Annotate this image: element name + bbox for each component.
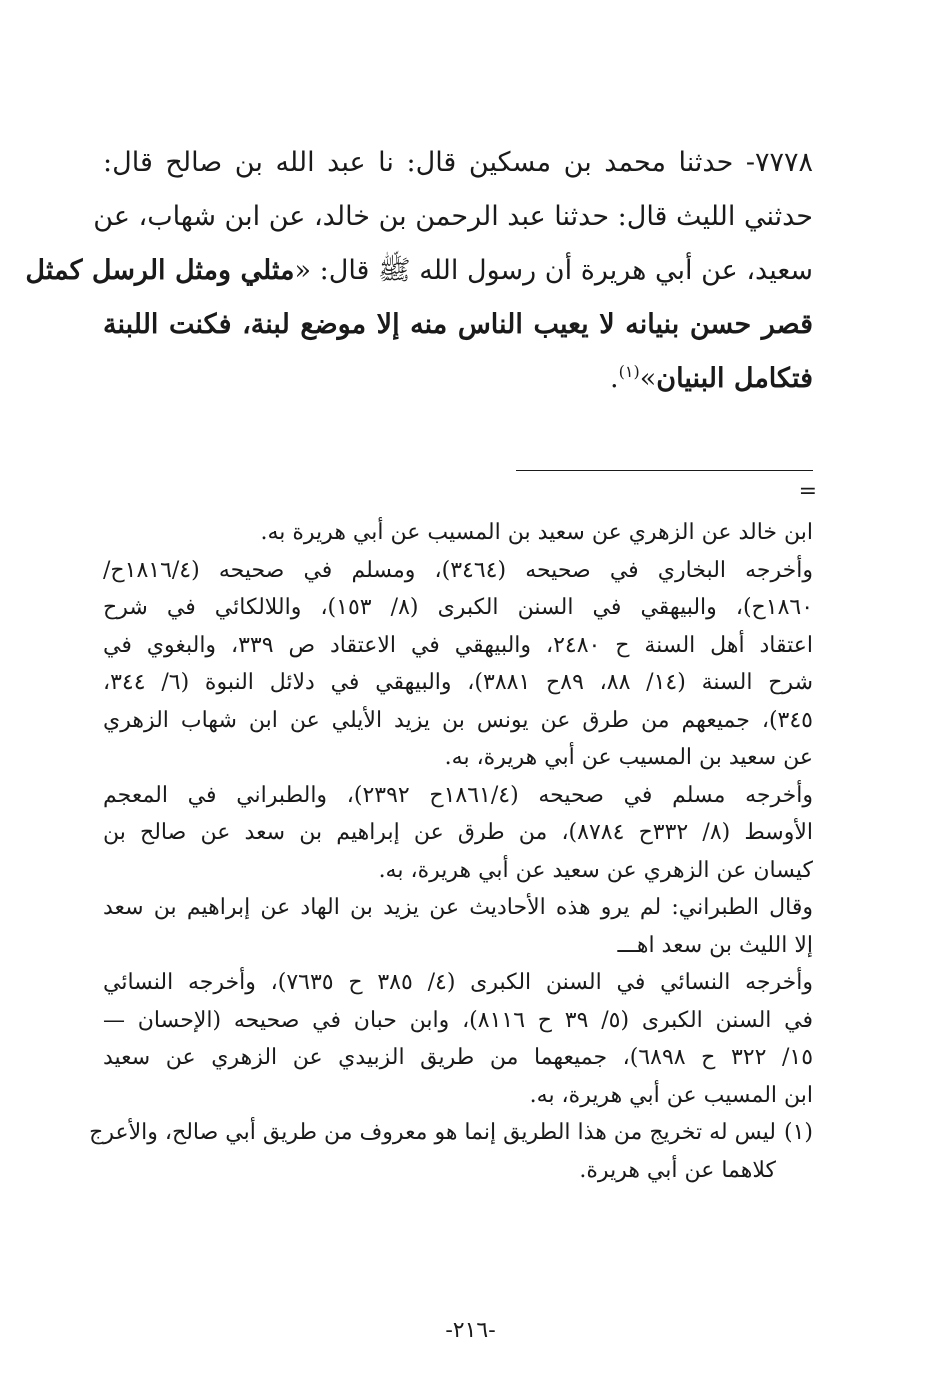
hadith-line-2: حدثني الليث قال: حدثنا عبد الرحمن بن خالد، عن ابن شهاب، عن bbox=[93, 201, 813, 232]
hadith-line-4: قصر حسن بنيانه لا يعيب الناس منه إلا موضع لبنة، فكنت اللبنة bbox=[103, 309, 813, 340]
footnote-line: اعتقاد أهل السنة ح ٢٤٨٠، والبيهقي في الاعتقاد ص ٣٣٩، والبغوي في bbox=[103, 632, 813, 658]
footnote-line: شرح السنة (١٤/ ٨٨، ٨٩ح ٣٨٨١)، والبيهقي في دلائل النبوة (٦/ ٣٤٤، bbox=[103, 670, 814, 695]
footnote-line: كلاهما عن أبي هريرة. bbox=[579, 1157, 776, 1183]
footnote-1 bbox=[89, 1114, 813, 1189]
footnote-line: وأخرجه مسلم في صحيحه (١٨٦١/٤ح ٢٣٩٢)، والطبراني في المعجم bbox=[103, 782, 813, 808]
hadith-text bbox=[25, 136, 813, 406]
footnote-line: ١٨٦٠ح)، والبيهقي في السنن الكبرى (٨/ ١٥٣)، واللالكائي في شرح bbox=[103, 595, 814, 620]
page-number: -٢١٦- bbox=[445, 1318, 496, 1343]
hadith-line-5-bold: فتكامل البنيان bbox=[656, 363, 813, 394]
footnote-divider bbox=[516, 470, 813, 471]
footnote-line: ٣٤٥)، جميعهم من طرق عن يونس بن يزيد الأيلي عن ابن شهاب الزهري bbox=[103, 707, 813, 733]
footnote-line: ليس له تخريج من هذا الطريق إنما هو معروف من طريق أبي صالح، والأعرج bbox=[89, 1120, 776, 1145]
footnote-line: وأخرجه البخاري في صحيحه (٣٤٦٤)، ومسلم في صحيحه (١٨١٦/٤ح/ bbox=[103, 557, 813, 583]
footnote-line: الأوسط (٨/ ٣٣٢ح ٨٧٨٤)، من طرق عن إبراهيم بن سعد عن صالح بن bbox=[103, 820, 813, 845]
footnote-line: عن سعيد بن المسيب عن أبي هريرة، به. bbox=[444, 745, 813, 770]
footnote-line: كيسان عن الزهري عن سعيد عن أبي هريرة، به. bbox=[378, 857, 813, 883]
footnote-line: ١٥/ ٣٢٢ ح ٦٨٩٨)، جميعهما من طريق الزبيدي عن الزهري عن سعيد bbox=[103, 1045, 814, 1070]
footnote-paragraph-5 bbox=[103, 964, 813, 1114]
hadith-line-3-bold: مثلي ومثل الرسل كمثل bbox=[25, 255, 295, 286]
footnote-paragraph-1 bbox=[103, 514, 813, 552]
footnote-ref-1[interactable]: (١) bbox=[618, 362, 640, 381]
footnote-line: ابن المسيب عن أبي هريرة، به. bbox=[529, 1082, 813, 1108]
continued-footnote-mark: = bbox=[798, 479, 817, 504]
footnote-line: إلا الليث بن سعد اهـــ bbox=[617, 932, 813, 958]
hadith-line-3-plain: سعيد، عن أبي هريرة أن رسول الله ﷺ قال: « bbox=[294, 255, 813, 286]
footnote-paragraph-4 bbox=[103, 889, 813, 964]
footnotes-section bbox=[89, 514, 814, 1189]
footnote-line: ابن خالد عن الزهري عن سعيد بن المسيب عن أبي هريرة به. bbox=[260, 520, 813, 545]
hadith-line-5-end: . bbox=[610, 363, 619, 394]
footnote-1-number: (١) bbox=[783, 1120, 813, 1145]
hadith-line-5-quote-close: » bbox=[639, 363, 657, 394]
footnote-line: وقال الطبراني: لم يرو هذه الأحاديث عن يزيد بن الهاد عن إبراهيم بن سعد bbox=[103, 895, 813, 920]
hadith-line-5 bbox=[103, 352, 813, 406]
hadith-line-1: ٧٧٧٨- حدثنا محمد بن مسكين قال: نا عبد الله بن صالح قال: bbox=[103, 147, 813, 178]
footnote-line: في السنن الكبرى (٥/ ٣٩ ح ٨١١٦)، وابن حبان في صحيحه (الإحسان — bbox=[103, 1007, 814, 1033]
footnote-1-body bbox=[89, 1114, 776, 1189]
footnote-paragraph-3 bbox=[103, 777, 813, 890]
hadith-line-3 bbox=[25, 244, 813, 298]
footnote-paragraph-2 bbox=[103, 552, 813, 777]
footnote-line: وأخرجه النسائي في السنن الكبرى (٤/ ٣٨٥ ح ٧٦٣٥)، وأخرجه النسائي bbox=[103, 970, 814, 995]
